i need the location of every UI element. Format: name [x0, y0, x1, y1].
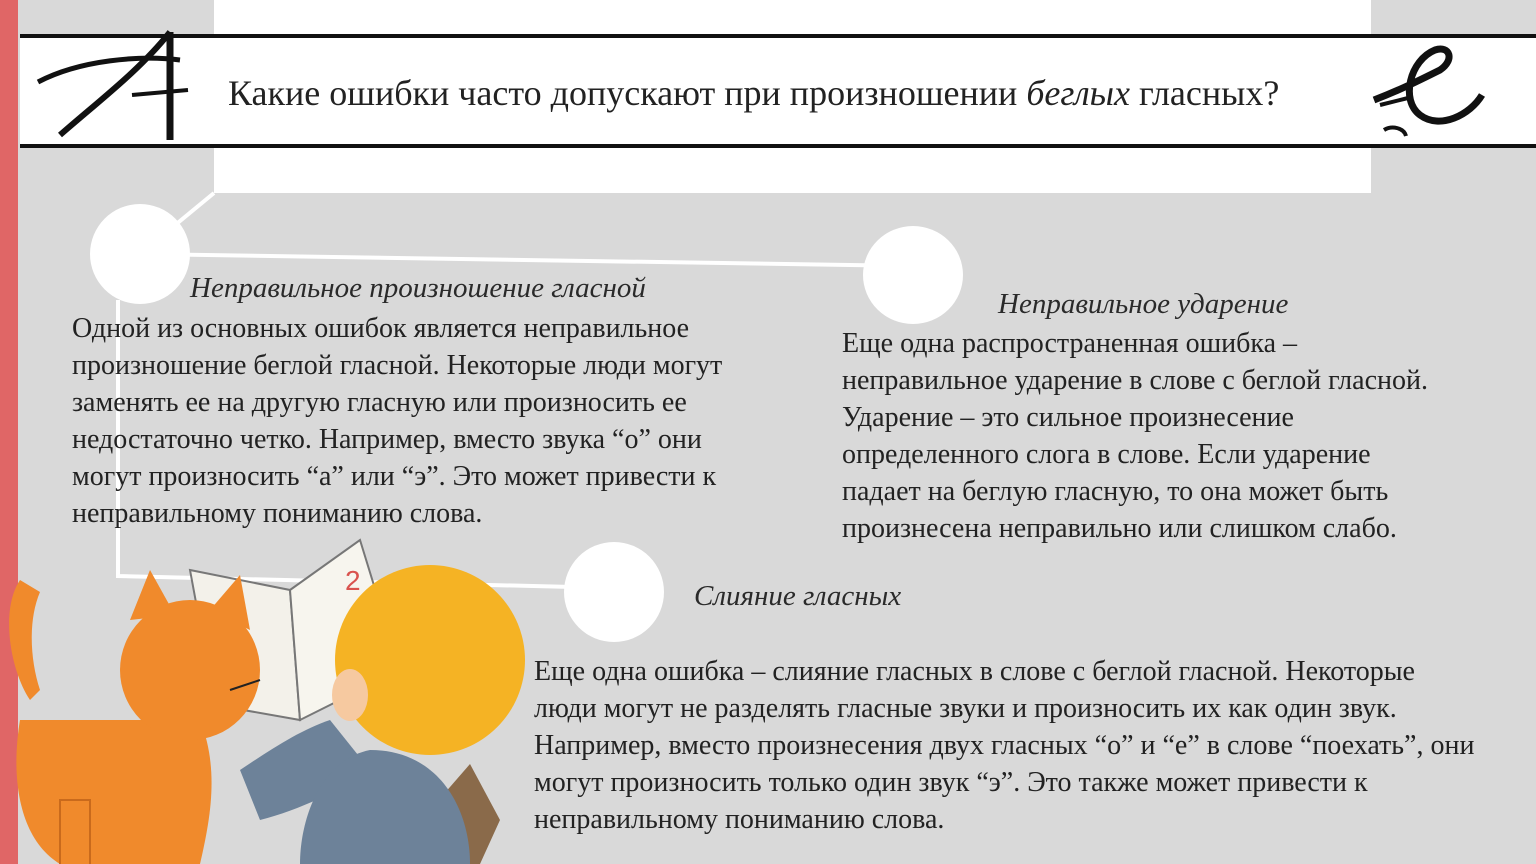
- bullet-circle: [863, 226, 963, 324]
- text-line: произнесена неправильно или слишком слабо.: [842, 513, 1397, 544]
- text-line: неправильному пониманию слова.: [72, 498, 483, 529]
- section-body: [842, 325, 1522, 547]
- text-line: произношение беглой гласной. Некоторые люди могут: [72, 350, 723, 381]
- cartoon-cat-and-boy-reading-book: [0, 520, 540, 864]
- svg-text:2: 2: [345, 565, 361, 596]
- text-line: люди могут не разделять гласные звуки и произносить их как один звук.: [534, 693, 1397, 724]
- text-line: недостаточно четко. Например, вместо звука “о” они: [72, 424, 702, 455]
- text-line: могут произносить “а” или “э”. Это может привести к: [72, 461, 717, 492]
- section-body: [72, 310, 792, 532]
- bullet-circle: [90, 204, 190, 304]
- text-line: неправильное ударение в слове с беглой гласной.: [842, 365, 1428, 396]
- text-line: падает на беглую гласную, то она может быть: [842, 476, 1389, 507]
- calligraphy-letter-e-icon: [1360, 30, 1500, 150]
- bullet-circle: [564, 542, 664, 642]
- page-title: [228, 72, 1279, 114]
- text-line: Например, вместо произнесения двух гласных “о” и “е” в слове “поехать”, они: [534, 730, 1475, 761]
- calligraphy-letter-a-icon: [20, 20, 200, 160]
- text-line: могут произносить только один звук “э”. Это также может привести к: [534, 767, 1368, 798]
- text-line: неправильному пониманию слова.: [534, 804, 945, 835]
- text-line: заменять ее на другую гласную или произносить ее: [72, 387, 687, 418]
- title-text-regular: Какие ошибки часто допускают при произношении: [228, 73, 1027, 113]
- text-line: Ударение – это сильное произнесение: [842, 402, 1294, 433]
- text-line: Еще одна ошибка – слияние гласных в слове с беглой гласной. Некоторые: [534, 656, 1415, 687]
- section-heading: Слияние гласных: [694, 580, 902, 612]
- text-line: Еще одна распространенная ошибка –: [842, 328, 1297, 359]
- text-line: определенного слога в слове. Если ударение: [842, 439, 1371, 470]
- section-heading: Неправильное произношение гласной: [190, 272, 646, 304]
- section-heading: Неправильное ударение: [998, 288, 1289, 320]
- section-body: [534, 653, 1536, 838]
- text-line: Одной из основных ошибок является неправильное: [72, 313, 690, 344]
- title-text-italic: беглых: [1026, 73, 1131, 113]
- title-text-end: гласных?: [1130, 73, 1280, 113]
